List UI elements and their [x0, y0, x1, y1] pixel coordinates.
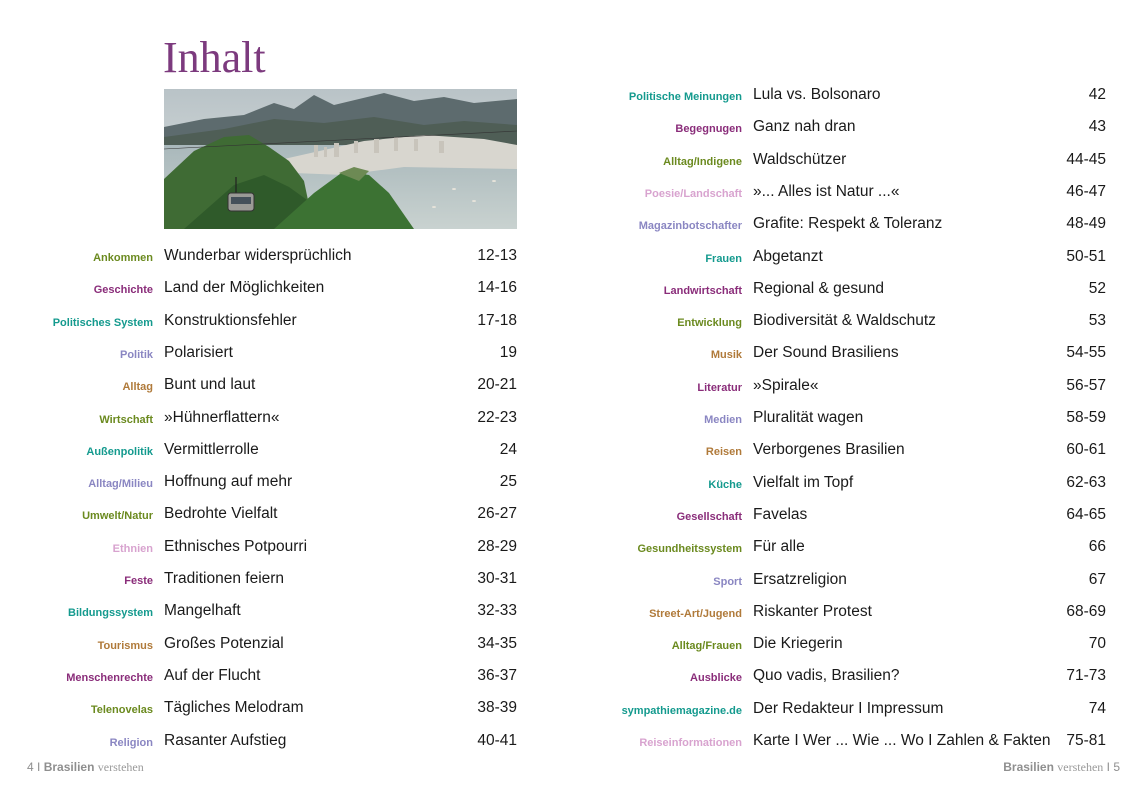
toc-category: Sport: [713, 575, 742, 588]
toc-category: Street-Art/Jugend: [649, 607, 742, 620]
toc-entry: [0, 214, 1132, 238]
toc-category: Bildungssystem: [68, 607, 153, 620]
toc-category: Politische Meinungen: [628, 91, 742, 103]
footer-right-page: 5: [1113, 760, 1120, 774]
toc-entry: [0, 570, 1132, 594]
toc-title: Der Sound Brasiliens: [753, 344, 899, 362]
toc-title: Konstruktionsfehler: [164, 311, 297, 329]
toc-pages: 54-55: [1066, 344, 1106, 362]
toc-entry: [0, 376, 1132, 400]
toc-pages: 20-21: [477, 376, 517, 394]
toc-entry: [0, 666, 1132, 690]
page-title: Inhalt: [163, 33, 266, 82]
toc-title: Land der Möglichkeiten: [164, 279, 325, 297]
toc-title: Regional & gesund: [753, 279, 884, 297]
toc-category: Landwirtschaft: [663, 284, 742, 297]
toc-pages: 22-23: [477, 408, 517, 426]
toc-pages: 25: [499, 473, 517, 491]
toc-pages: 36-37: [477, 666, 517, 684]
toc-pages: 62-63: [1066, 473, 1106, 491]
toc-pages: 17-18: [477, 311, 517, 329]
toc-category: Ethnien: [112, 542, 153, 555]
toc-entry: [0, 311, 1132, 335]
toc-entry: [0, 117, 1132, 141]
toc-pages: 14-16: [477, 279, 517, 297]
toc-title: Auf der Flucht: [164, 666, 261, 684]
toc-category: Reiseinformationen: [639, 737, 742, 749]
toc-title: Biodiversität & Waldschutz: [753, 312, 936, 330]
toc-pages: 19: [499, 343, 517, 361]
toc-category: Poesie/Landschaft: [644, 187, 742, 200]
toc-title: Bedrohte Vielfalt: [164, 505, 278, 523]
toc-pages: 40-41: [477, 731, 517, 749]
toc-category: Außenpolitik: [86, 445, 153, 458]
toc-entry: [0, 279, 1132, 303]
toc-title: Der Redakteur I Impressum: [753, 699, 944, 717]
toc-category: Wirtschaft: [99, 413, 153, 426]
toc-pages: 71-73: [1066, 667, 1106, 685]
toc-pages: 38-39: [477, 699, 517, 717]
toc-category: Alltag: [122, 381, 153, 394]
toc-entry: [0, 473, 1132, 497]
toc-title: Quo vadis, Brasilien?: [753, 667, 900, 685]
toc-title: Rasanter Aufstieg: [164, 731, 287, 749]
toc-title: Ganz nah dran: [753, 118, 856, 136]
toc-title: Ersatzreligion: [753, 570, 847, 588]
toc-pages: 30-31: [477, 570, 517, 587]
toc-pages: 44-45: [1066, 150, 1106, 168]
toc-title: Karte I Wer ... Wie ... Wo I Zahlen & Fakten: [753, 732, 1051, 749]
toc-category: Literatur: [697, 381, 742, 394]
toc-pages: 12-13: [477, 247, 517, 264]
toc-title: Favelas: [753, 505, 808, 523]
footer-right-sub: verstehen: [1057, 760, 1104, 774]
toc-pages: 68-69: [1066, 602, 1106, 620]
toc-category: Magazinbotschafter: [638, 220, 742, 233]
toc-title: Polarisiert: [164, 343, 233, 361]
toc-title: Ethnisches Potpourri: [164, 537, 308, 555]
toc-category: Menschenrechte: [66, 671, 153, 684]
toc-entry: [0, 634, 1132, 658]
toc-title: Mangelhaft: [164, 602, 241, 620]
toc-pages: 56-57: [1066, 376, 1106, 394]
toc-pages: 34-35: [477, 634, 517, 652]
toc-title: Großes Potenzial: [164, 634, 284, 652]
footer-left-sub: verstehen: [97, 760, 144, 774]
footer-left-brand: Brasilien: [43, 760, 95, 774]
toc-title: Lula vs. Bolsonaro: [753, 86, 881, 103]
toc-entry: [0, 85, 1132, 109]
toc-pages: 46-47: [1066, 182, 1106, 200]
toc-category: Gesundheitssystem: [637, 543, 742, 556]
toc-category: Küche: [708, 478, 742, 491]
toc-entry: [0, 505, 1132, 529]
toc-category: Tourismus: [97, 639, 153, 652]
toc-entry: [0, 699, 1132, 723]
toc-category: Politisches System: [52, 316, 153, 329]
toc-title: Riskanter Protest: [753, 602, 872, 620]
toc-pages: 53: [1088, 312, 1106, 330]
toc-entry: [0, 247, 1132, 271]
toc-title: Waldschützer: [753, 150, 847, 168]
toc-pages: 64-65: [1066, 505, 1106, 523]
footer-right-brand: Brasilien: [1003, 760, 1054, 774]
toc-category: Ankommen: [93, 252, 153, 264]
toc-category: Umwelt/Natur: [82, 510, 153, 523]
toc-pages: 58-59: [1066, 409, 1106, 426]
toc-pages: 50-51: [1066, 247, 1106, 265]
toc-pages: 48-49: [1066, 215, 1106, 233]
toc-title: Wunderbar widersprüchlich: [164, 247, 352, 264]
toc-entry: [0, 731, 1132, 755]
toc-title: Abgetanzt: [753, 247, 823, 265]
toc-title: »Spirale«: [753, 376, 819, 394]
toc-category: Religion: [109, 736, 153, 749]
toc-entry: [0, 182, 1132, 206]
toc-title: Vielfalt im Topf: [753, 473, 854, 491]
toc-title: Hoffnung auf mehr: [164, 473, 293, 491]
toc-title: Grafite: Respekt & Toleranz: [753, 215, 943, 233]
toc-entry: [0, 150, 1132, 174]
toc-title: Tägliches Melodram: [164, 699, 304, 717]
toc-pages: 74: [1088, 699, 1106, 717]
toc-pages: 66: [1088, 538, 1106, 556]
toc-category: Alltag/Milieu: [88, 478, 153, 491]
toc-pages: 75-81: [1066, 732, 1106, 749]
toc-title: Die Kriegerin: [753, 635, 843, 653]
toc-category: Geschichte: [93, 284, 153, 297]
toc-title: Bunt und laut: [164, 376, 256, 394]
toc-category: Entwicklung: [677, 317, 742, 330]
footer-left-page: 4: [27, 760, 34, 774]
toc-category: Alltag/Indigene: [663, 155, 742, 168]
toc-title: Für alle: [753, 538, 805, 556]
toc-title: Traditionen feiern: [164, 570, 285, 587]
toc-pages: 42: [1088, 86, 1106, 103]
footer-left: [27, 760, 144, 775]
toc-pages: 52: [1088, 279, 1106, 297]
toc-pages: 26-27: [477, 505, 517, 523]
toc-pages: 60-61: [1066, 441, 1106, 459]
toc-category: Gesellschaft: [676, 510, 742, 523]
toc-entry: [0, 440, 1132, 464]
toc-entry: [0, 537, 1132, 561]
footer-left-sep: I: [37, 760, 41, 774]
toc-category: Feste: [124, 575, 153, 587]
toc-title: »... Alles ist Natur ...«: [753, 182, 900, 200]
footer-right: [1003, 760, 1120, 775]
toc-entry: [0, 343, 1132, 367]
toc-title: Vermittlerrolle: [164, 440, 259, 458]
toc-pages: 67: [1088, 570, 1106, 588]
toc-category: Alltag/Frauen: [671, 640, 742, 653]
toc-entry: [0, 602, 1132, 626]
toc-category: Medien: [704, 414, 742, 426]
toc-title: Verborgenes Brasilien: [753, 441, 905, 459]
toc-category: Reisen: [705, 446, 742, 459]
toc-title: Pluralität wagen: [753, 409, 864, 426]
footer-right-sep: I: [1106, 760, 1110, 774]
toc-category: Musik: [710, 349, 742, 362]
toc-category: Frauen: [705, 252, 742, 265]
toc-pages: 43: [1088, 118, 1106, 136]
toc-pages: 24: [499, 440, 517, 458]
toc-pages: 28-29: [477, 537, 517, 555]
toc-category: Begegnugen: [675, 123, 742, 136]
toc-category: Ausblicke: [690, 672, 742, 685]
toc-entry: [0, 408, 1132, 432]
toc-pages: 70: [1088, 635, 1106, 653]
toc-title: »Hühnerflattern«: [164, 408, 280, 426]
toc-pages: 32-33: [477, 602, 517, 620]
toc-category: sympathiemagazine.de: [621, 704, 742, 717]
toc-category: Telenovelas: [90, 704, 153, 717]
toc-category: Politik: [119, 348, 153, 361]
